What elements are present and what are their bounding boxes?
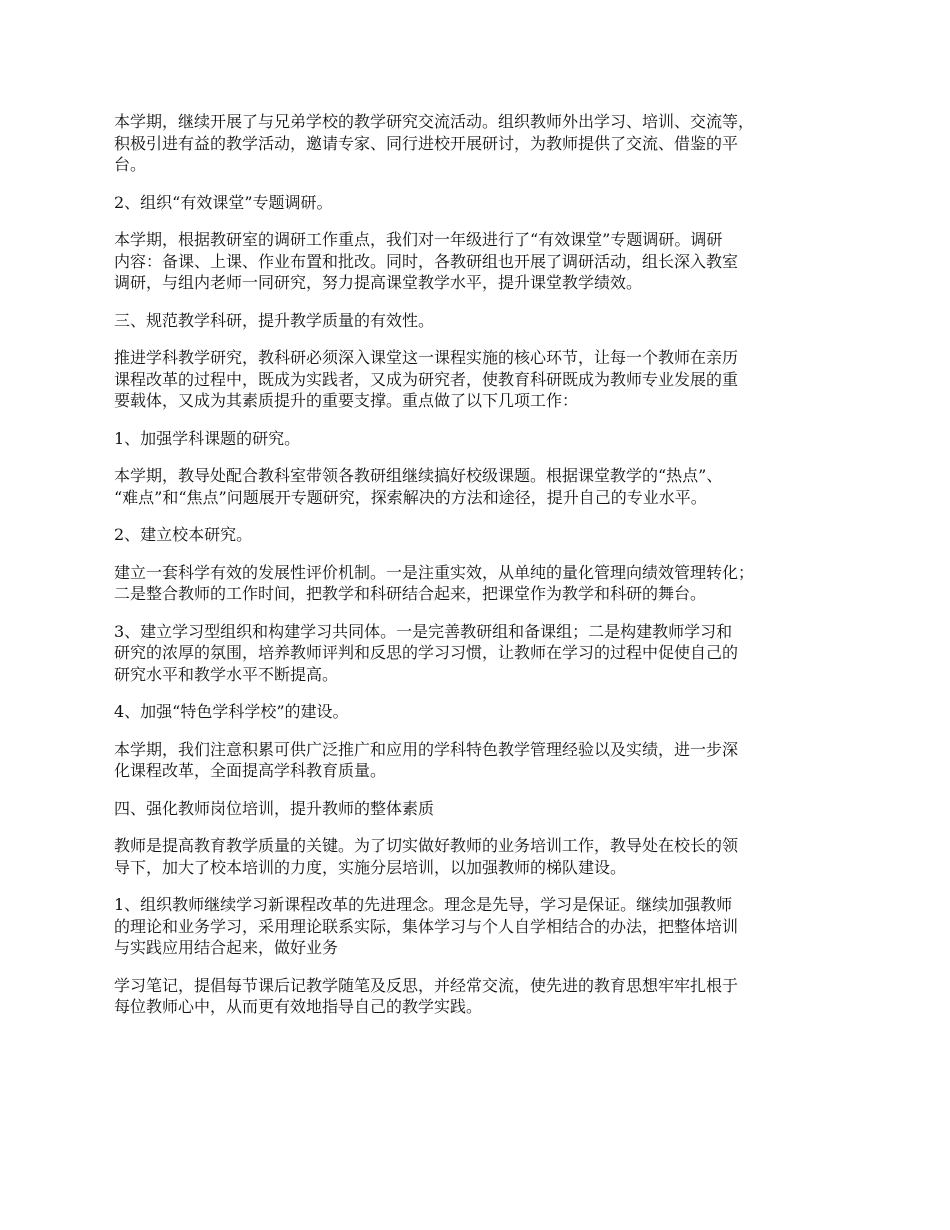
paragraph: 教师是提高教育教学质量的关键。为了切实做好教师的业务培训工作，教导处在校长的领 导下，加大了校本培训的力度，实施分层培训，以加强教师的梯队建设。 [114,836,739,877]
section-heading: 1、加强学科课题的研究。 [114,428,301,448]
paragraph: 本学期，继续开展了与兄弟学校的教学研究交流活动。组织教师外出学习、培训、交流等， 积极引进有益的教学活动，邀请专家、同行进校开展研讨，为教师提供了交流、借鉴的平 台。 [114,112,755,174]
section-heading: 2、建立校本研究。 [114,525,253,544]
paragraph: 3、建立学习型组织和构建学习共同体。一是完善教研组和备课组；二是构建教师学习和 研究的浓厚的氛围，培养教师评判和反思的学习习惯，让教师在学习的过程中促使自己的 研究水平和教学水平不断提高。 [114,621,739,684]
paragraph: 建立一套科学有效的发展性评价机制。一是注重实效，从单纯的量化管理向绩效管理转化； 二是整合教师的工作时间，把教学和科研结合起来，把课堂作为教学和科研的舞台。 [114,562,755,603]
paragraph: 本学期，教导处配合教科室带领各教研组继续搞好校级课题。根据课堂教学的“热点”、 “难点”和“焦点”问题展开专题研究，探索解决的方法和途径，提升自己的专业水平。 [114,466,723,507]
document-body [114,111,844,1034]
paragraph: 推进学科教学研究，教科研必须深入课堂这一课程实施的核心环节，让每一个教师在亲历 课程改革的过程中，既成为实践者，又成为研究者，使教育科研既成为教师专业发展的重 要载体，又成为其素质提升的重要支撑。重点做了以下几项工作： [114,348,739,410]
paragraph: 1、组织教师继续学习新课程改革的先进理念。理念是先导，学习是保证。继续加强教师 的理论和业务学习，采用理论联系实际，集体学习与个人自学相结合的办法，把整体培训 与实践应用结合起来，做好业务 [114,895,739,957]
section-heading: 四、强化教师岗位培训，提升教师的整体素质 [114,798,435,818]
paragraph: 学习笔记，提倡每节课后记教学随笔及反思，并经常交流，使先进的教育思想牢牢扎根于 每位教师心中，从而更有效地指导自己的教学实践。 [114,975,739,1016]
section-heading: 4、加强“特色学科学校”的建设。 [114,702,349,721]
paragraph: 本学期，根据教研室的调研工作重点，我们对一年级进行了“有效课堂”专题调研。调研 内容：备课、上课、作业布置和批改。同时，各教研组也开展了调研活动，组长深入教室 调研，与组内老师一同研究，努力提高课堂教学水平，提升课堂教学绩效。 [114,230,739,292]
paragraph: 本学期，我们注意积累可供广泛推广和应用的学科特色教学管理经验以及实绩，进一步深 化课程改革，全面提高学科教育质量。 [114,739,739,780]
section-heading: 三、规范教学科研，提升教学质量的有效性。 [114,310,435,330]
section-heading: 2、组织“有效课堂”专题调研。 [114,192,333,212]
